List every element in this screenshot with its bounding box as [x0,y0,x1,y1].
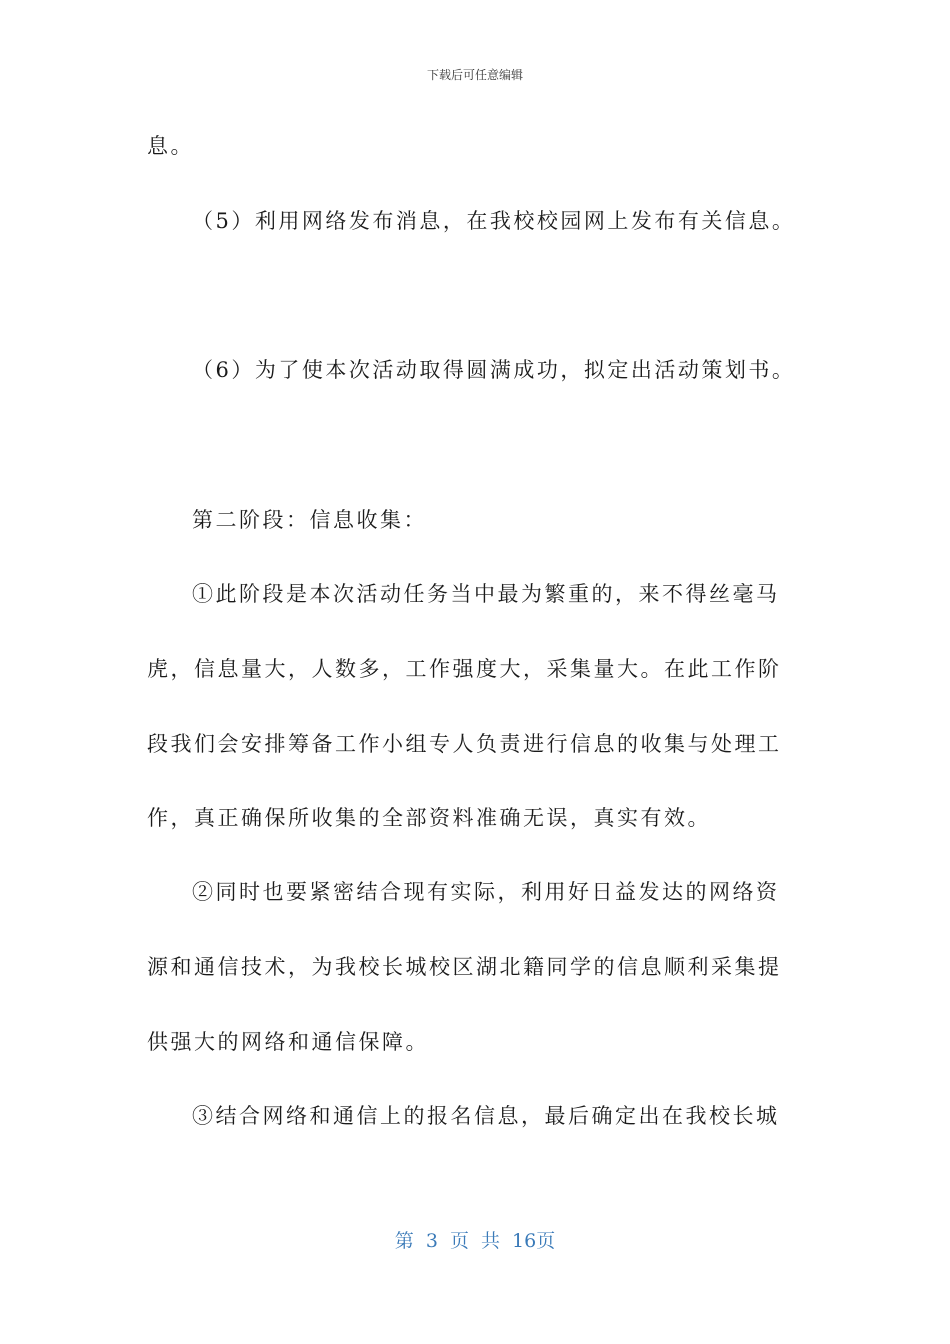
section-heading: 第二阶段：信息收集： [192,508,427,532]
paragraph-line: 供强大的网络和通信保障。 [147,1030,429,1054]
text-line: 息。 [147,134,194,158]
paragraph-line: ①此阶段是本次活动任务当中最为繁重的，来不得丝毫马 [192,582,780,606]
paragraph-line: 作，真正确保所收集的全部资料准确无误，真实有效。 [147,806,711,830]
list-item: （5）利用网络发布消息，在我校校园网上发布有关信息。 [192,209,796,233]
list-item: （6）为了使本次活动取得圆满成功，拟定出活动策划书。 [192,358,796,382]
paragraph-line: 虎，信息量大，人数多，工作强度大，采集量大。在此工作阶 [147,657,782,681]
paragraph-line: ②同时也要紧密结合现有实际，利用好日益发达的网络资 [192,880,780,904]
page-footer: 第 3 页 共 16页 [394,1230,556,1252]
paragraph-line: ③结合网络和通信上的报名信息，最后确定出在我校长城 [192,1104,780,1128]
page-header: 下载后可任意编辑 [426,68,523,82]
paragraph-line: 段我们会安排筹备工作小组专人负责进行信息的收集与处理工 [147,732,782,756]
paragraph-line: 源和通信技术，为我校长城校区湖北籍同学的信息顺利采集提 [147,955,782,979]
